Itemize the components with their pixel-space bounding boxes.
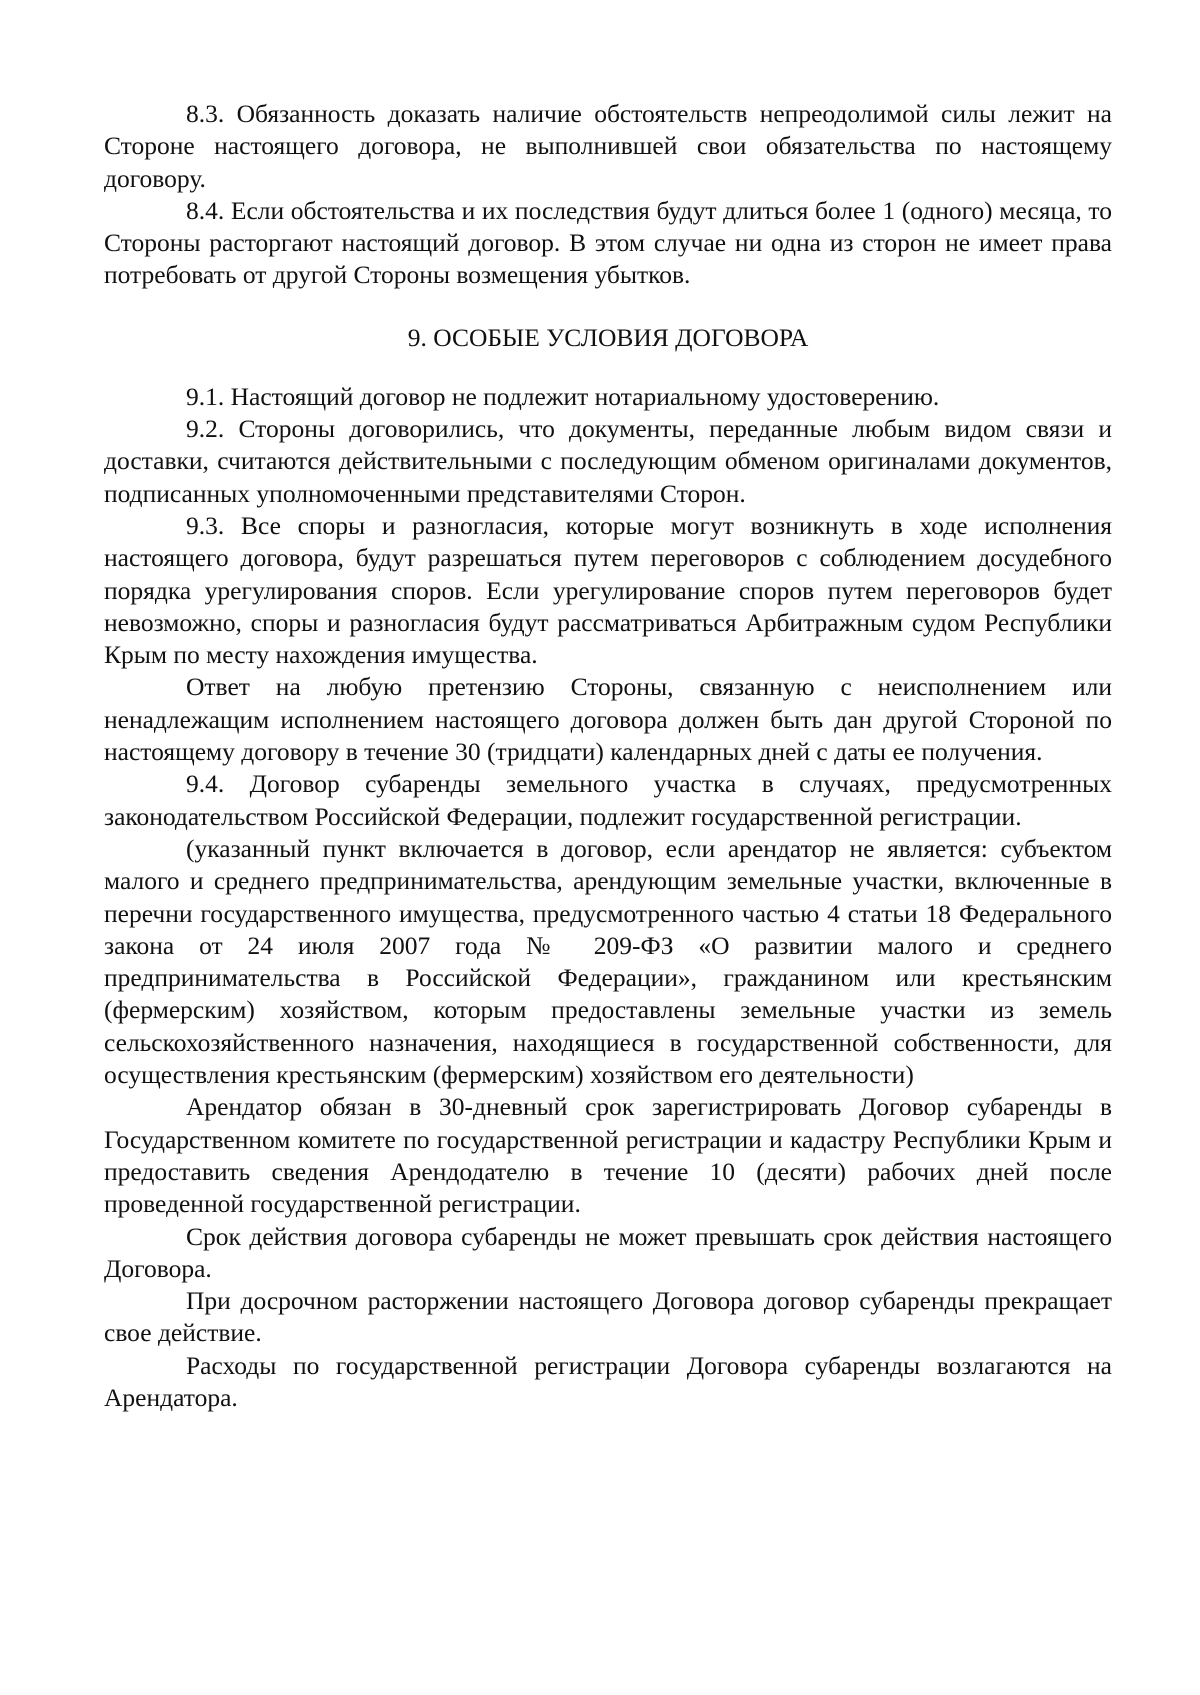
paragraph-9-1: 9.1. Настоящий договор не подлежит нотариальному удостоверению. xyxy=(186,381,940,411)
paragraph-8-4: 8.4. Если обстоятельства и их последствия будут длиться более 1 (одного) месяца, то Стороны расторгают настоящий договор. В этом случае ни одна из сторон не имеет права потребовать от другой Стороны возмещения убытков. xyxy=(104,195,1112,290)
paragraph-early-termination: При досрочном расторжении настоящего Договора договор субаренды прекращает свое действие. xyxy=(104,1286,1112,1348)
paragraph-claim-response: Ответ на любую претензию Стороны, связанную с неисполнением или ненадлежащим исполнением настоящего договора должен быть дан другой Стороной по настоящему договору в течение 30 (тридцати) календарных дней с даты ее получения. xyxy=(104,672,1112,767)
section-heading-9: 9. ОСОБЫЕ УСЛОВИЯ ДОГОВОРА xyxy=(407,322,809,352)
paragraph-registration-duty: Арендатор обязан в 30-дневный срок зарегистрировать Договор субаренды в Государственном комитете по государственной регистрации и кадастру Республики Крым и предоставить сведения Арендодателю в течение 10 (десяти) рабочих дней после проведенной государственной регистрации. xyxy=(104,1092,1112,1219)
paragraph-9-2: 9.2. Стороны договорились, что документы, переданные любым видом связи и доставки, считаются действительными с последующим обменом оригиналами документов, подписанных уполномоченными представителями Сторон. xyxy=(104,414,1112,508)
paragraph-9-4: 9.4. Договор субаренды земельного участка в случаях, предусмотренных законодательством Российской Федерации, подлежит государственной регистрации. xyxy=(104,769,1112,831)
paragraph-registration-costs: Расходы по государственной регистрации Договора субаренды возлагаются на Арендатора. xyxy=(104,1350,1112,1412)
paragraph-9-3: 9.3. Все споры и разногласия, которые могут возникнуть в ходе исполнения настоящего договора, будут разрешаться путем переговоров с соблюдением досудебного порядка урегулирования споров. Если урегулирование споров путем переговоров будет невозможно, споры и разногласия будут рассматриваться Арбитражным судом Республики Крым по месту нахождения имущества. xyxy=(104,510,1112,670)
paragraph-sublease-term: Срок действия договора субаренды не может превышать срок действия настоящего Договора. xyxy=(104,1221,1112,1283)
paragraph-clause-note: (указанный пункт включается в договор, если арендатор не является: субъектом малого и среднего предпринимательства, арендующим земельные участки, включенные в перечни государственного имущества, предусмотренного частью 4 статьи 18 Федерального закона от 24 июля 2007 года № 209-ФЗ «О развитии малого и среднего предпринимательства в Российской Федерации», гражданином или крестьянским (фермерским) хозяйством, которым предоставлены земельные участки из земель сельскохозяйственного назначения, находящиеся в государственной собственности, для осуществления крестьянским (фермерским) хозяйством его деятельности) xyxy=(104,833,1112,1090)
paragraph-8-3: 8.3. Обязанность доказать наличие обстоятельств непреодолимой силы лежит на Стороне настоящего договора, не выполнившей свои обязательства по настоящему договору. xyxy=(104,99,1112,193)
